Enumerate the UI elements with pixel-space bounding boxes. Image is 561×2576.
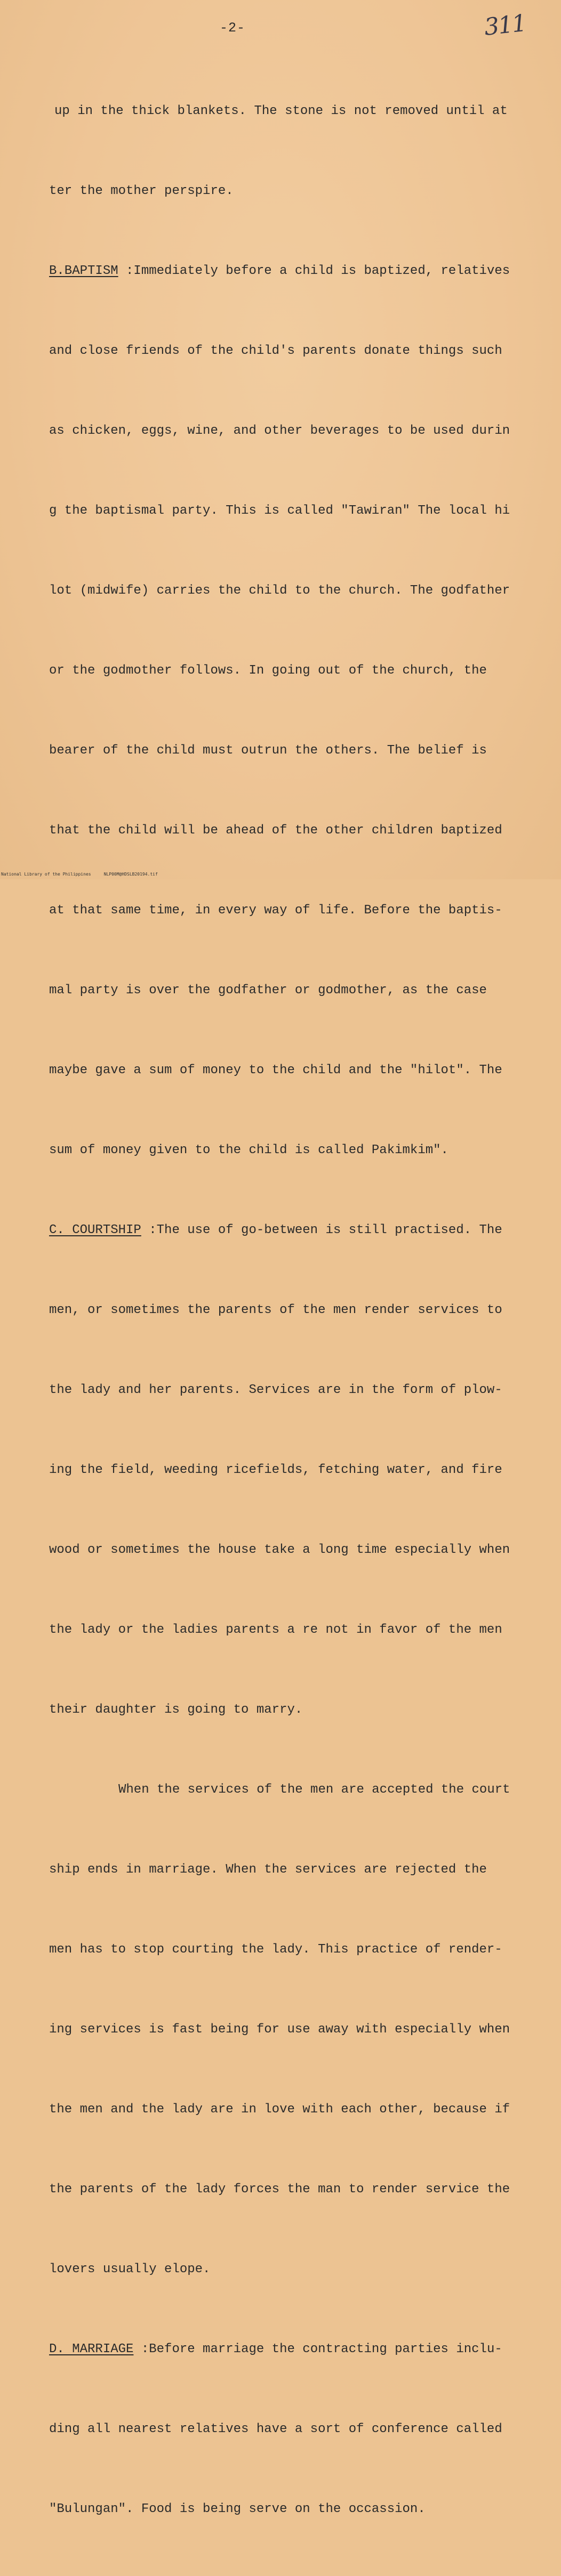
text-line: wood or sometimes the house take a long time especially when [49, 1543, 510, 1557]
text-line: ter the mother perspire. [49, 184, 234, 198]
text-line: "Bulungan". Food is being serve on the occassion. [49, 2502, 426, 2516]
text-line: the men and the lady are in love with each other, because if [49, 2102, 510, 2117]
text-line: g the baptismal party. This is called "Tawiran" The local hi [49, 504, 510, 518]
text-line: the lady or the ladies parents a re not in favor of the men [49, 1623, 502, 1637]
text-line: ing services is fast being for use away with especially when [49, 2022, 510, 2037]
text-line: and close friends of the child's parents donate things such [49, 344, 502, 358]
text-line: lovers usually elope. [49, 2262, 211, 2277]
section-label-marriage: D. MARRIAGE [49, 2342, 134, 2356]
text-line: mal party is over the godfather or godmother, as the case [49, 983, 487, 998]
text-line: the parents of the lady forces the man to render service the [49, 2182, 510, 2197]
text-line: ing the field, weeding ricefields, fetching water, and fire [49, 1463, 502, 1477]
text-run: :Immediately before a child is baptized, relatives [118, 264, 510, 278]
section-label-baptism: B.BAPTISM [49, 264, 118, 278]
text-line: men has to stop courting the lady. This practice of render- [49, 1942, 502, 1957]
scan-credit-footer: National Library of the Philippines NLP00M@HDSLB20194.tif [1, 872, 158, 877]
section-heading-line [49, 258, 545, 285]
text-line: their daughter is going to marry. [49, 1703, 303, 1717]
section-label-courtship: C. COURTSHIP [49, 1223, 141, 1237]
text-line: the lady and her parents. Services are in the form of plow- [49, 1383, 502, 1397]
text-line: lot (midwife) carries the child to the church. The godfather [49, 584, 510, 598]
text-line: or the godmother follows. In going out of the church, the [49, 663, 487, 678]
text-line: that the child will be ahead of the other children baptized [49, 823, 502, 838]
text-run: :The use of go-between is still practised. The [141, 1223, 502, 1237]
handwritten-folio-number: 311 [483, 10, 527, 41]
section-heading-line [49, 2336, 545, 2363]
paragraph-first-line: When the services of the men are accepted the court [118, 1783, 510, 1797]
text-line: up in the thick blankets. The stone is not removed until at [54, 104, 508, 118]
text-run: :Before marriage the contracting parties inclu- [133, 2342, 502, 2356]
text-line: at that same time, in every way of life. Before the baptis- [49, 903, 502, 918]
page-number: -2- [220, 20, 246, 36]
text-line: men, or sometimes the parents of the men render services to [49, 1303, 502, 1317]
text-line: ship ends in marriage. When the services are rejected the [49, 1862, 487, 1877]
text-line: as chicken, eggs, wine, and other beverages to be used durin [49, 424, 510, 438]
text-line: sum of money given to the child is called Pakimkim". [49, 1143, 448, 1157]
text-line: maybe gave a sum of money to the child and the "hilot". The [49, 1063, 502, 1078]
text-line: bearer of the child must outrun the others. The belief is [49, 743, 487, 758]
typed-body-text [49, 45, 545, 2576]
section-heading-line [49, 1217, 545, 1244]
text-line: ding all nearest relatives have a sort of conference called [49, 2422, 502, 2436]
